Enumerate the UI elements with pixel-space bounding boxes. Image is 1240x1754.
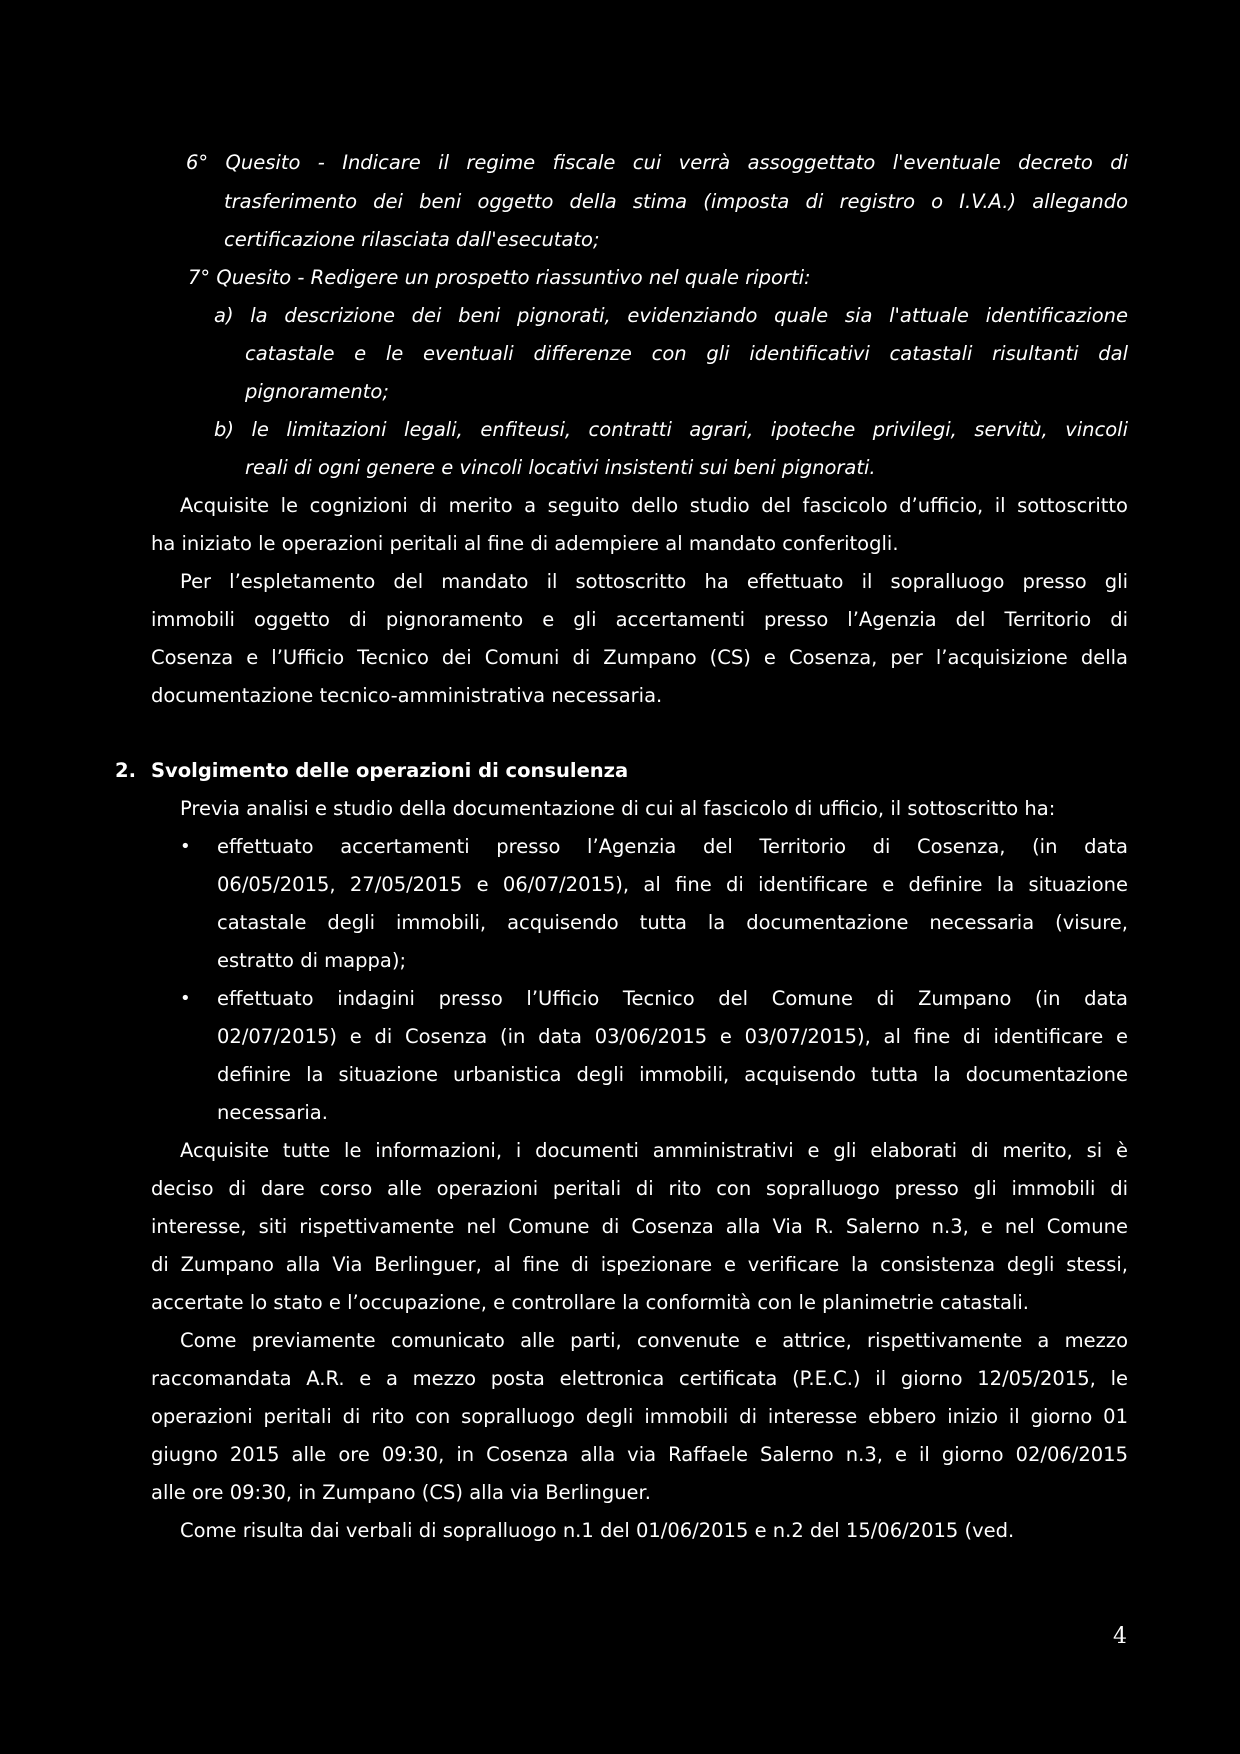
intro-p2-line-2: immobili oggetto di pignoramento e gli accertamenti presso l’Agenzia del Territorio di: [151, 608, 1128, 631]
quesito-6-line-2: trasferimento dei beni oggetto della stima (imposta di registro o I.V.A.) allegando: [224, 190, 1128, 213]
section-2-lead: Previa analisi e studio della documentazione di cui al fascicolo di ufficio, il sottoscritto ha:: [180, 797, 1056, 820]
quesito-7-line-1: 7° Quesito - Redigere un prospetto riassuntivo nel quale riporti:: [188, 266, 811, 289]
bullet-2-line-3: definire la situazione urbanistica degli immobili, acquisendo tutta la documentazione: [217, 1063, 1128, 1086]
p3-line-3: interesse, siti rispettivamente nel Comune di Cosenza alla Via R. Salerno n.3, e nel Comune: [151, 1215, 1128, 1238]
p4-line-2: raccomandata A.R. e a mezzo posta elettronica certificata (P.E.C.) il giorno 12/05/2015, le: [151, 1367, 1128, 1390]
intro-p1-line-1: Acquisite le cognizioni di merito a seguito dello studio del fascicolo d’ufficio, il sottoscritto: [180, 494, 1128, 517]
p4-line-4: giugno 2015 alle ore 09:30, in Cosenza alla via Raffaele Salerno n.3, e il giorno 02/06/2015: [151, 1443, 1128, 1466]
quesito-7-a-line-3: pignoramento;: [245, 380, 389, 403]
p4-line-3: operazioni peritali di rito con sopralluogo degli immobili di interesse ebbero inizio il giorno 01: [151, 1405, 1128, 1428]
bullet-1-line-4: estratto di mappa);: [217, 949, 407, 972]
page-number: 4: [1113, 1624, 1127, 1649]
intro-p2-line-3: Cosenza e l’Ufficio Tecnico dei Comuni di Zumpano (CS) e Cosenza, per l’acquisizione della: [151, 646, 1128, 669]
bullet-2-line-4: necessaria.: [217, 1101, 328, 1124]
intro-p2-line-1: Per l’espletamento del mandato il sottoscritto ha effettuato il sopralluogo presso gli: [180, 570, 1128, 593]
intro-p2-line-4: documentazione tecnico-amministrativa necessaria.: [151, 684, 663, 707]
p5-line-1: Come risulta dai verbali di sopralluogo n.1 del 01/06/2015 e n.2 del 15/06/2015 (ved.: [180, 1519, 1015, 1542]
quesito-7-a-line-1: a) la descrizione dei beni pignorati, evidenziando quale sia l'attuale identificazione: [214, 304, 1128, 327]
quesito-7-a-line-2: catastale e le eventuali differenze con gli identificativi catastali risultanti dal: [245, 342, 1128, 365]
bullet-1-line-3: catastale degli immobili, acquisendo tutta la documentazione necessaria (visure,: [217, 911, 1128, 934]
section-2-number: 2.: [115, 759, 136, 782]
intro-p1-line-2: ha iniziato le operazioni peritali al fine di adempiere al mandato conferitogli.: [151, 532, 899, 555]
p4-line-5: alle ore 09:30, in Zumpano (CS) alla via Berlinguer.: [151, 1481, 651, 1504]
bullet-1-symbol: •: [180, 836, 191, 857]
bullet-2-line-2: 02/07/2015) e di Cosenza (in data 03/06/2015 e 03/07/2015), al fine di identificare e: [217, 1025, 1128, 1048]
p3-line-5: accertate lo stato e l’occupazione, e controllare la conformità con le planimetrie catastali.: [151, 1291, 1029, 1314]
bullet-2-symbol: •: [180, 988, 191, 1009]
p3-line-1: Acquisite tutte le informazioni, i documenti amministrativi e gli elaborati di merito, si è: [180, 1139, 1128, 1162]
quesito-6-line-3: certificazione rilasciata dall'esecutato;: [224, 228, 600, 251]
section-2-title: Svolgimento delle operazioni di consulenza: [151, 759, 629, 782]
p3-line-2: deciso di dare corso alle operazioni peritali di rito con sopralluogo presso gli immobili di: [151, 1177, 1128, 1200]
p3-line-4: di Zumpano alla Via Berlinguer, al fine di ispezionare e verificare la consistenza degli stessi,: [151, 1253, 1128, 1276]
bullet-1-line-2: 06/05/2015, 27/05/2015 e 06/07/2015), al fine di identificare e definire la situazione: [217, 873, 1128, 896]
p4-line-1: Come previamente comunicato alle parti, convenute e attrice, rispettivamente a mezzo: [180, 1329, 1128, 1352]
bullet-2-line-1: effettuato indagini presso l’Ufficio Tecnico del Comune di Zumpano (in data: [217, 987, 1128, 1010]
quesito-7-b-line-2: reali di ogni genere e vincoli locativi insistenti sui beni pignorati.: [245, 456, 876, 479]
quesito-6-line-1: 6° Quesito - Indicare il regime fiscale cui verrà assoggettato l'eventuale decreto di: [186, 151, 1128, 174]
bullet-1-line-1: effettuato accertamenti presso l’Agenzia del Territorio di Cosenza, (in data: [217, 835, 1128, 858]
quesito-7-b-line-1: b) le limitazioni legali, enfiteusi, contratti agrari, ipoteche privilegi, servitù, vincoli: [214, 418, 1128, 441]
